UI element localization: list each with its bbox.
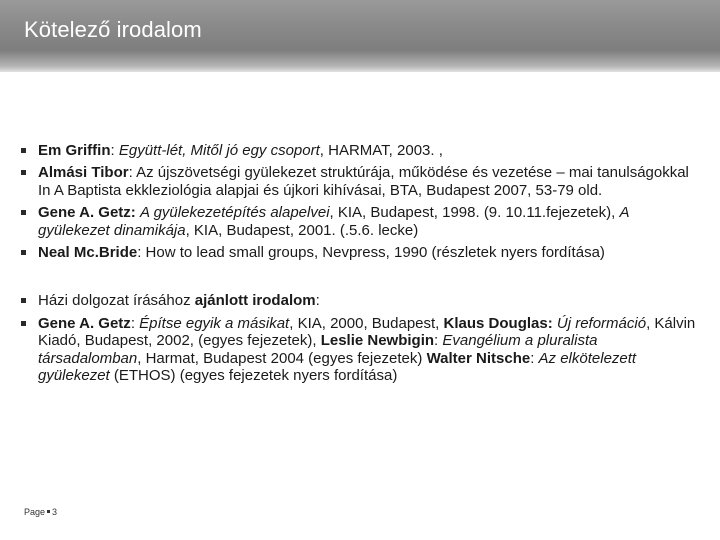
author: Em Griffin (38, 142, 111, 159)
intro-text: Házi dolgozat írásához (38, 292, 195, 310)
list-item (20, 204, 700, 239)
bullet-square-icon (21, 250, 26, 255)
author: Almási Tibor (38, 164, 129, 182)
bullet-square-icon (21, 321, 26, 326)
separator: : (530, 349, 539, 367)
separator: : (110, 142, 119, 159)
book-title: Együtt-lét, Mitől jó egy csoport (118, 142, 320, 159)
bullet-square-icon (21, 298, 26, 303)
list-item (20, 244, 700, 261)
book-title: Új reformáció (556, 314, 647, 332)
page-number: 3 (52, 507, 58, 517)
page-label: Page (24, 507, 46, 517)
publication-info: , KIA, Budapest, 2001. (.5.6. lecke) (185, 221, 419, 239)
bullet-square-icon (21, 170, 26, 175)
publication-info: (ETHOS) (egyes fejezetek nyers fordítása) (109, 367, 398, 385)
list-item (20, 164, 700, 199)
publication-info: : Az újszövetségi gyülekezet struktúrája, működése és vezetése – mai tanulságokkal In A Baptista ekkleziológia alapjai és újkori kihívásai, BTA, Budapest 2007, 53-79 old. (38, 164, 689, 199)
author: Leslie Newbigin (320, 332, 435, 350)
publication-info: , KIA, 2000, Budapest, (289, 314, 444, 332)
list-item (20, 292, 700, 309)
book-title: A gyülekezet dinamikája (38, 204, 629, 239)
publication-info: , KIA, Budapest, 1998. (9. 10.11.fejezetek), (329, 204, 620, 222)
author: Gene A. Getz (38, 314, 131, 332)
publication-info: , Harmat, Budapest 2004 (egyes fejezetek) (137, 349, 427, 367)
author: Klaus Douglas: (443, 314, 557, 332)
author: Neal Mc.Bride (38, 244, 138, 262)
list-item (20, 142, 700, 159)
publication-info: : How to lead small groups, Nevpress, 1990 (részletek nyers fordítása) (137, 244, 605, 262)
title-bar (0, 0, 720, 72)
separator-square-icon (47, 510, 50, 513)
required-reading-list (20, 142, 700, 261)
book-title: Az elkötelezett gyülekezet (38, 349, 637, 385)
intro-emphasis: ajánlott irodalom (194, 292, 316, 310)
publication-info: , Kálvin Kiadó, Budapest, 2002, (egyes fejezetek), (38, 314, 696, 350)
intro-colon: : (315, 292, 320, 310)
bullet-square-icon (21, 148, 26, 153)
bullet-square-icon (21, 210, 26, 215)
slide-title: Kötelező irodalom (24, 17, 202, 42)
author: Walter Nitsche (426, 349, 531, 367)
slide-content (20, 142, 700, 389)
separator: : (434, 332, 443, 350)
book-title: Építse egyik a másikat (139, 314, 290, 332)
list-item (20, 315, 700, 385)
author: Gene A. Getz: (38, 204, 136, 222)
publication-info: , HARMAT, 2003. , (319, 142, 443, 159)
recommended-reading-list (20, 292, 700, 384)
separator: : (130, 314, 140, 332)
book-title: A gyülekezetépítés alapelvei (139, 204, 330, 222)
book-title: Evangélium a pluralista társadalomban (38, 332, 598, 367)
section-gap (20, 266, 700, 292)
page-footer (24, 507, 57, 517)
